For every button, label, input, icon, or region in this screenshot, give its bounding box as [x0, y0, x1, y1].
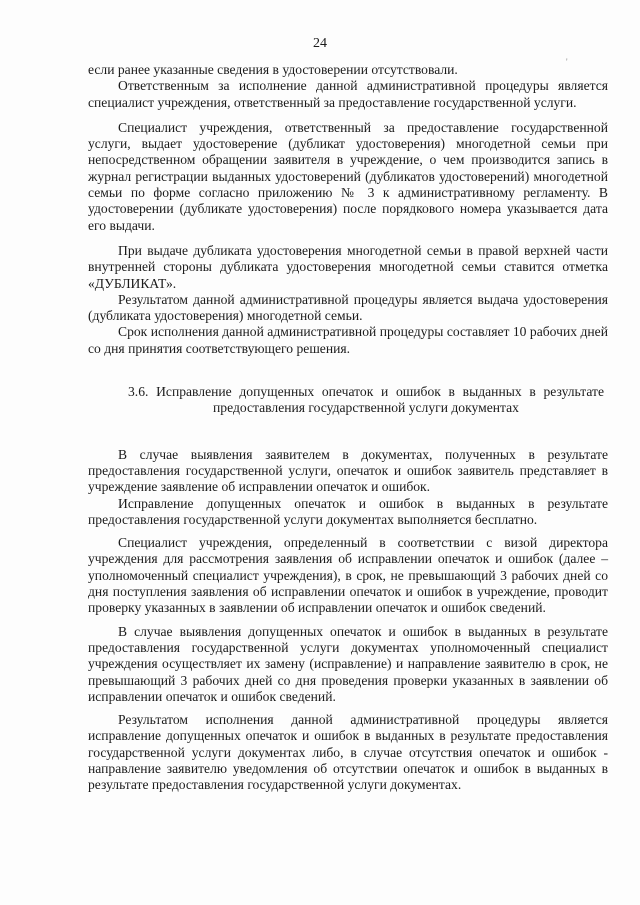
document-body [88, 62, 608, 794]
paragraph: Специалист учреждения, определенный в соответствии с визой директора учреждения для рассмотрения заявления об исправлении опечаток и ошибок (далее – уполномоченный специалист учреждения), в срок, не превышающий 3 рабочих дней со дня поступления заявления об исправлении опечаток и ошибок в учреждение, проводит проверку указанных в заявлении об исправлении опечаток и ошибок сведений. [88, 535, 608, 616]
paragraph: Срок исполнения данной административной процедуры составляет 10 рабочих дней со дня принятия соответствующего решения. [88, 324, 608, 356]
paragraph: Результатом данной административной процедуры является выдача удостоверения (дубликата удостоверения) многодетной семьи. [88, 291, 608, 324]
paragraph: если ранее указанные сведения в удостоверении отсутствовали. [88, 62, 458, 77]
paragraph: Исправление допущенных опечаток и ошибок в выданных в результате предоставления государственной услуги документах выполняется бесплатно. [88, 495, 608, 527]
paragraph: Ответственным за исполнение данной административной процедуры является специалист учреждения, ответственный за предоставление государственной услуги. [88, 78, 608, 110]
paragraph: При выдаче дубликата удостоверения многодетной семьи в правой верхней части внутренней стороны дубликата удостоверения многодетной семьи ставится отметка «ДУБЛИКАТ». [88, 242, 608, 291]
scan-speck: ' [566, 57, 568, 67]
page-number: 24 [313, 36, 327, 51]
paragraph: Специалист учреждения, ответственный за предоставление государственной услуги, выдает удостоверение (дубликат удостоверения) многодетной семьи при непосредственном обращении заявителя в учреждение, о чем производится запись в журнал регистрации выданных удостоверений (дубликатов удостоверений) многодетной семьи по форме согласно приложению № 3 к административному регламенту. В удостоверении (дубликате удостоверения) после порядкового номера указывается дата его выдачи. [88, 119, 608, 233]
section-heading: 3.6. Исправление допущенных опечаток и ошибок в выданных в результате предоставления государственной услуги документах [128, 384, 604, 416]
paragraph: В случае выявления допущенных опечаток и ошибок в выданных в результате предоставления государственной услуги документах уполномоченный специалист учреждения осуществляет их замену (исправление) и направление заявителю в срок, не превышающий 3 рабочих дней со дня проведения проверки указанных в заявлении об исправлении опечаток и ошибок сведений. [88, 623, 608, 704]
paragraph: Результатом исполнения данной административной процедуры является исправление допущенных опечаток и ошибок в выданных в результате предоставления государственной услуги документах либо, в случае отсутствия опечаток и ошибок - направление заявителю уведомления об отсутствии опечаток и ошибок в выданных в результате предоставления государственной услуги документах. [88, 712, 608, 793]
paragraph: В случае выявления заявителем в документах, полученных в результате предоставления государственной услуги, опечаток и ошибок заявитель представляет в учреждение заявление об исправлении опечаток и ошибок. [88, 446, 608, 495]
